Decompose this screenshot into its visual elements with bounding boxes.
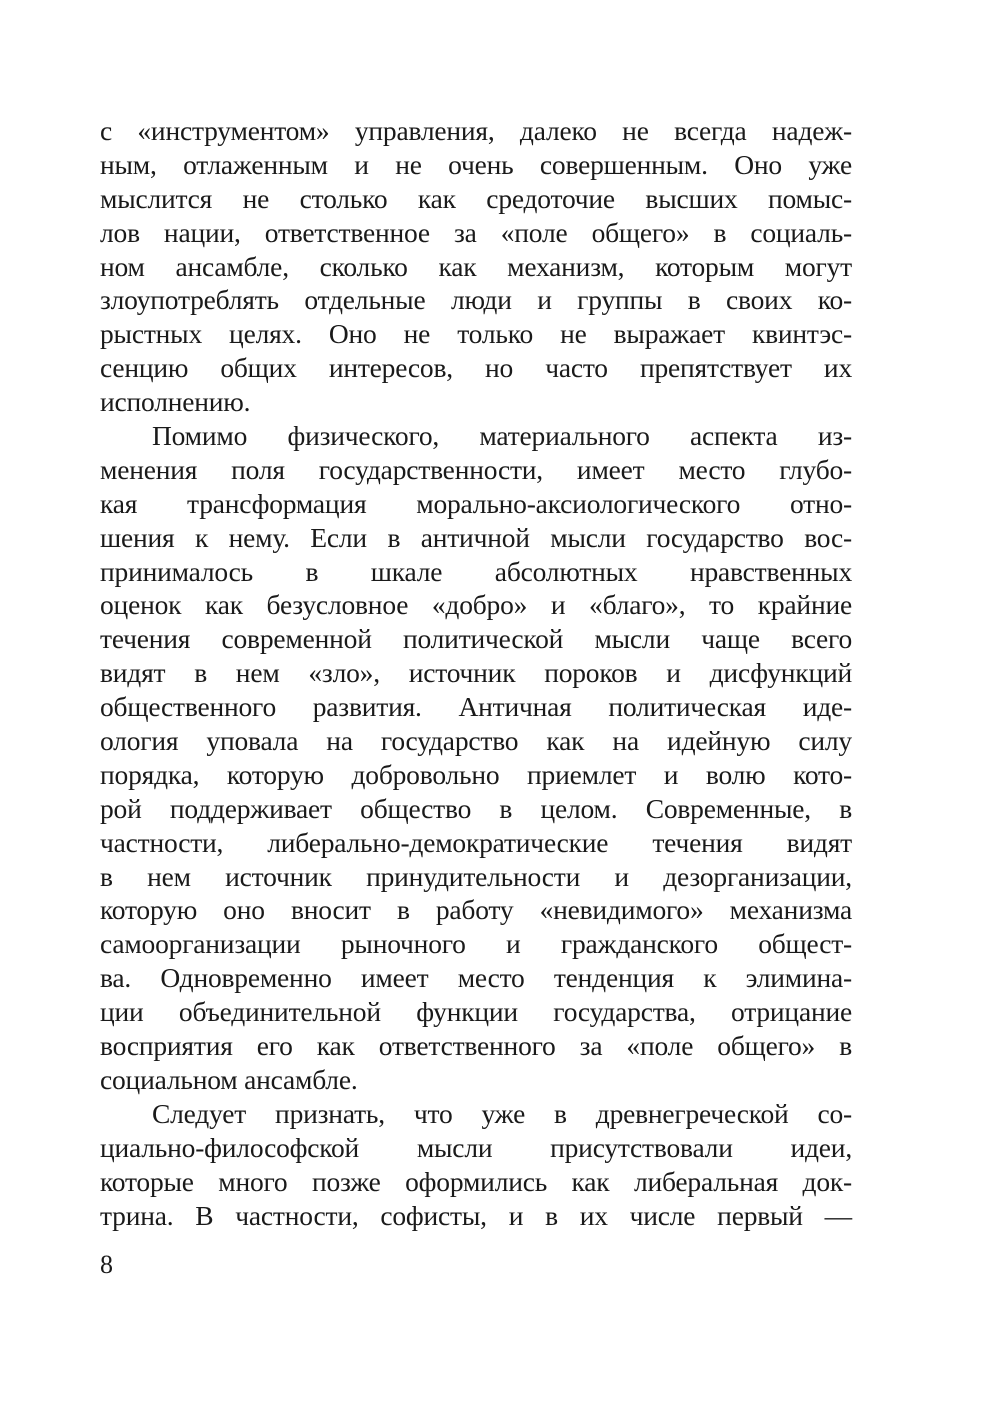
- text-line: рой поддерживает общество в целом. Современные, в: [100, 792, 852, 824]
- text-line: циально-философской мысли присутствовали идеи,: [100, 1131, 852, 1163]
- text-line: видят в нем «зло», источник пороков и дисфункций: [100, 657, 852, 689]
- text-line: шения к нему. Если в античной мысли государство вос-: [100, 521, 852, 553]
- text-line: которые много позже оформились как либеральная док-: [100, 1165, 852, 1197]
- text-line: с «инструментом» управления, далеко не всегда надеж-: [100, 115, 852, 146]
- text-line: менения поля государственности, имеет место глубо-: [100, 453, 852, 485]
- page-body: [100, 114, 852, 1232]
- text-line: рыстных целях. Оно не только не выражает квинтэс-: [100, 318, 852, 350]
- text-line: лов нации, ответственное за «поле общего» в социаль-: [100, 216, 852, 248]
- text-line: общественного развития. Античная политическая иде-: [100, 691, 852, 723]
- text-line: оценок как безусловное «добро» и «благо», то крайние: [100, 589, 852, 621]
- text-line: в нем источник принудительности и дезорганизации,: [100, 860, 852, 892]
- paragraph-2: [100, 419, 852, 1097]
- text-line: течения современной политической мысли чаще всего: [100, 623, 852, 655]
- text-line: трина. В частности, софисты, и в их числе первый —: [100, 1199, 852, 1231]
- text-line: кая трансформация морально-аксиологического отно-: [100, 487, 852, 519]
- text-line: сенцию общих интересов, но часто препятствует их: [100, 352, 852, 384]
- text-line: ном ансамбле, сколько как механизм, которым могут: [100, 250, 852, 282]
- text-line: порядка, которую добровольно приемлет и волю кото-: [100, 758, 852, 790]
- text-line: ология уповала на государство как на идейную силу: [100, 725, 852, 757]
- paragraph-3: [100, 1097, 852, 1233]
- text-line: ции объединительной функции государства, отрицание: [100, 996, 852, 1028]
- text-line: ным, отлаженным и не очень совершенным. Оно уже: [100, 148, 852, 180]
- text-line: Следует признать, что уже в древнегреческой со-: [152, 1097, 852, 1129]
- page-number: 8: [100, 1250, 113, 1279]
- text-line: частности, либерально-демократические течения видят: [100, 826, 852, 858]
- text-line: которую оно вносит в работу «невидимого» механизма: [100, 894, 852, 926]
- text-line: восприятия его как ответственного за «поле общего» в: [100, 1030, 852, 1062]
- text-line: исполнению.: [100, 386, 251, 418]
- text-line: социальном ансамбле.: [100, 1063, 358, 1095]
- text-line: Помимо физического, материального аспекта из-: [152, 420, 852, 452]
- paragraph-1: [100, 114, 852, 419]
- text-line: злоупотреблять отдельные люди и группы в своих ко-: [100, 284, 852, 316]
- text-line: самоорганизации рыночного и гражданского общест-: [100, 928, 852, 960]
- text-line: принималось в шкале абсолютных нравственных: [100, 555, 852, 587]
- text-line: мыслится не столько как средоточие высших помыс-: [100, 182, 852, 214]
- text-line: ва. Одновременно имеет место тенденция к элимина-: [100, 962, 852, 994]
